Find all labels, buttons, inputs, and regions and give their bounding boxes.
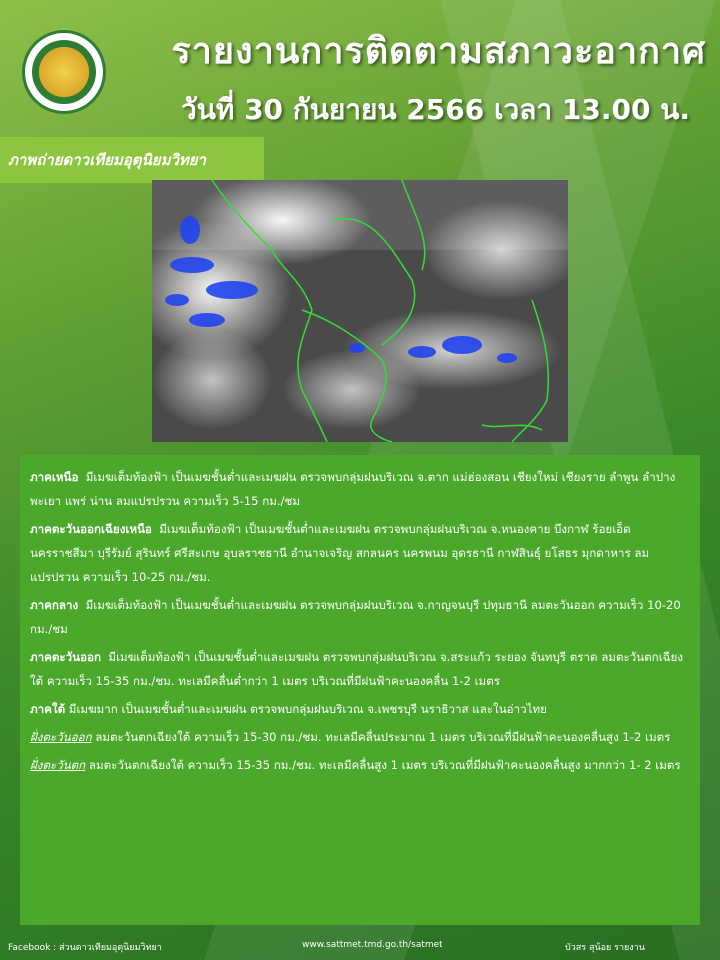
region-label: ภาคตะวันออกเฉียงเหนือ bbox=[30, 522, 152, 536]
tmd-logo-icon bbox=[22, 30, 106, 114]
region-text: ลมตะวันตกเฉียงใต้ ความเร็ว 15-35 กม./ชม. ทะเลมีคลื่นสูง 1 เมตร บริเวณที่มีฝนฟ้าคะนองคลื่นสูง มากกว่า 1- 2 เมตร bbox=[88, 758, 681, 772]
region-text: มีเมฆเต็มท้องฟ้า เป็นเมฆชั้นต่ำและเมฆฝน ตรวจพบกลุ่มฝนบริเวณ จ.ตาก แม่ฮ่องสอน เชียงใหม่ เชียงราย ลำพูน ลำปาง พะเยา แพร่ น่าน ลมแปรปรวน ความเร็ว 5-15 กม./ชม bbox=[30, 470, 676, 508]
report-east-coast bbox=[30, 725, 690, 749]
region-text: มีเมฆเต็มท้องฟ้า เป็นเมฆชั้นต่ำและเมฆฝน ตรวจพบกลุ่มฝนบริเวณ จ.กาญจนบุรี ปทุมธานี ลมตะวันออก ความเร็ว 10-20 กม./ชม bbox=[30, 598, 681, 636]
region-text: มีเมฆเต็มท้องฟ้า เป็นเมฆชั้นต่ำและเมฆฝน ตรวจพบกลุ่มฝนบริเวณ จ.สระแก้ว ระยอง จันทบุรี ตราด ลมตะวันตกเฉียงใต้ ความเร็ว 15-35 กม./ชม. ทะเลมีคลื่นต่ำกว่า 1 เมตร บริเวณที่มีฝนฟ้าคะนองคลื่น 1-2 เมตร bbox=[30, 650, 684, 688]
footer-facebook: Facebook : ส่วนดาวเทียมอุตุนิยมวิทยา bbox=[8, 943, 162, 953]
report-date: วันที่ 30 กันยายน 2566 เวลา 13.00 น. bbox=[181, 93, 690, 126]
logo-emblem bbox=[32, 40, 96, 104]
report-northeast bbox=[30, 517, 690, 589]
region-text: มีเมฆเต็มท้องฟ้า เป็นเมฆชั้นต่ำและเมฆฝน ตรวจพบกลุ่มฝนบริเวณ จ.หนองคาย บึงกาฬ ร้อยเอ็ด นครราชสีมา บุรีรัมย์ สุรินทร์ ศรีสะเกษ อุบลราชธานี อำนาจเจริญ สกลนคร นครพนม อุดรธานี กาฬสินธุ์ ยโสธร มุกดาหาร ลมแปรปรวน ความเร็ว 10-25 กม./ชม. bbox=[30, 522, 650, 584]
report-west-coast bbox=[30, 753, 690, 777]
region-label: ภาคเหนือ bbox=[30, 470, 79, 484]
footer-url[interactable]: www.sattmet.tmd.go.th/satmet bbox=[302, 940, 443, 950]
weather-report bbox=[20, 455, 700, 925]
region-text: ลมตะวันตกเฉียงใต้ ความเร็ว 15-30 กม./ชม. ทะเลมีคลื่นประมาณ 1 เมตร บริเวณที่มีฝนฟ้าคะนองคลื่นสูง 1-2 เมตร bbox=[95, 730, 671, 744]
report-east bbox=[30, 645, 690, 693]
coast-label: ฝั่งตะวันตก bbox=[30, 758, 86, 772]
region-label: ภาคตะวันออก bbox=[30, 650, 102, 664]
report-central bbox=[30, 593, 690, 641]
report-north bbox=[30, 465, 690, 513]
region-text: มีเมฆมาก เป็นเมฆชั้นต่ำและเมฆฝน ตรวจพบกลุ่มฝนบริเวณ จ.เพชรบุรี นราธิวาส และในอ่าวไทย bbox=[68, 702, 547, 716]
coast-label: ฝั่งตะวันออก bbox=[30, 730, 92, 744]
report-south bbox=[30, 697, 690, 721]
region-label: ภาคใต้ bbox=[30, 702, 66, 716]
page-title: รายงานการติดตามสภาวะอากาศ bbox=[171, 31, 706, 72]
satellite-image-svg bbox=[152, 180, 568, 442]
section-label-text: ภาพถ่ายดาวเทียมอุตุนิยมวิทยา bbox=[8, 151, 206, 169]
section-label bbox=[0, 137, 264, 183]
region-label: ภาคกลาง bbox=[30, 598, 79, 612]
footer-reporter: บัวสร สุน้อย รายงาน bbox=[565, 943, 645, 953]
satellite-image bbox=[152, 180, 568, 442]
